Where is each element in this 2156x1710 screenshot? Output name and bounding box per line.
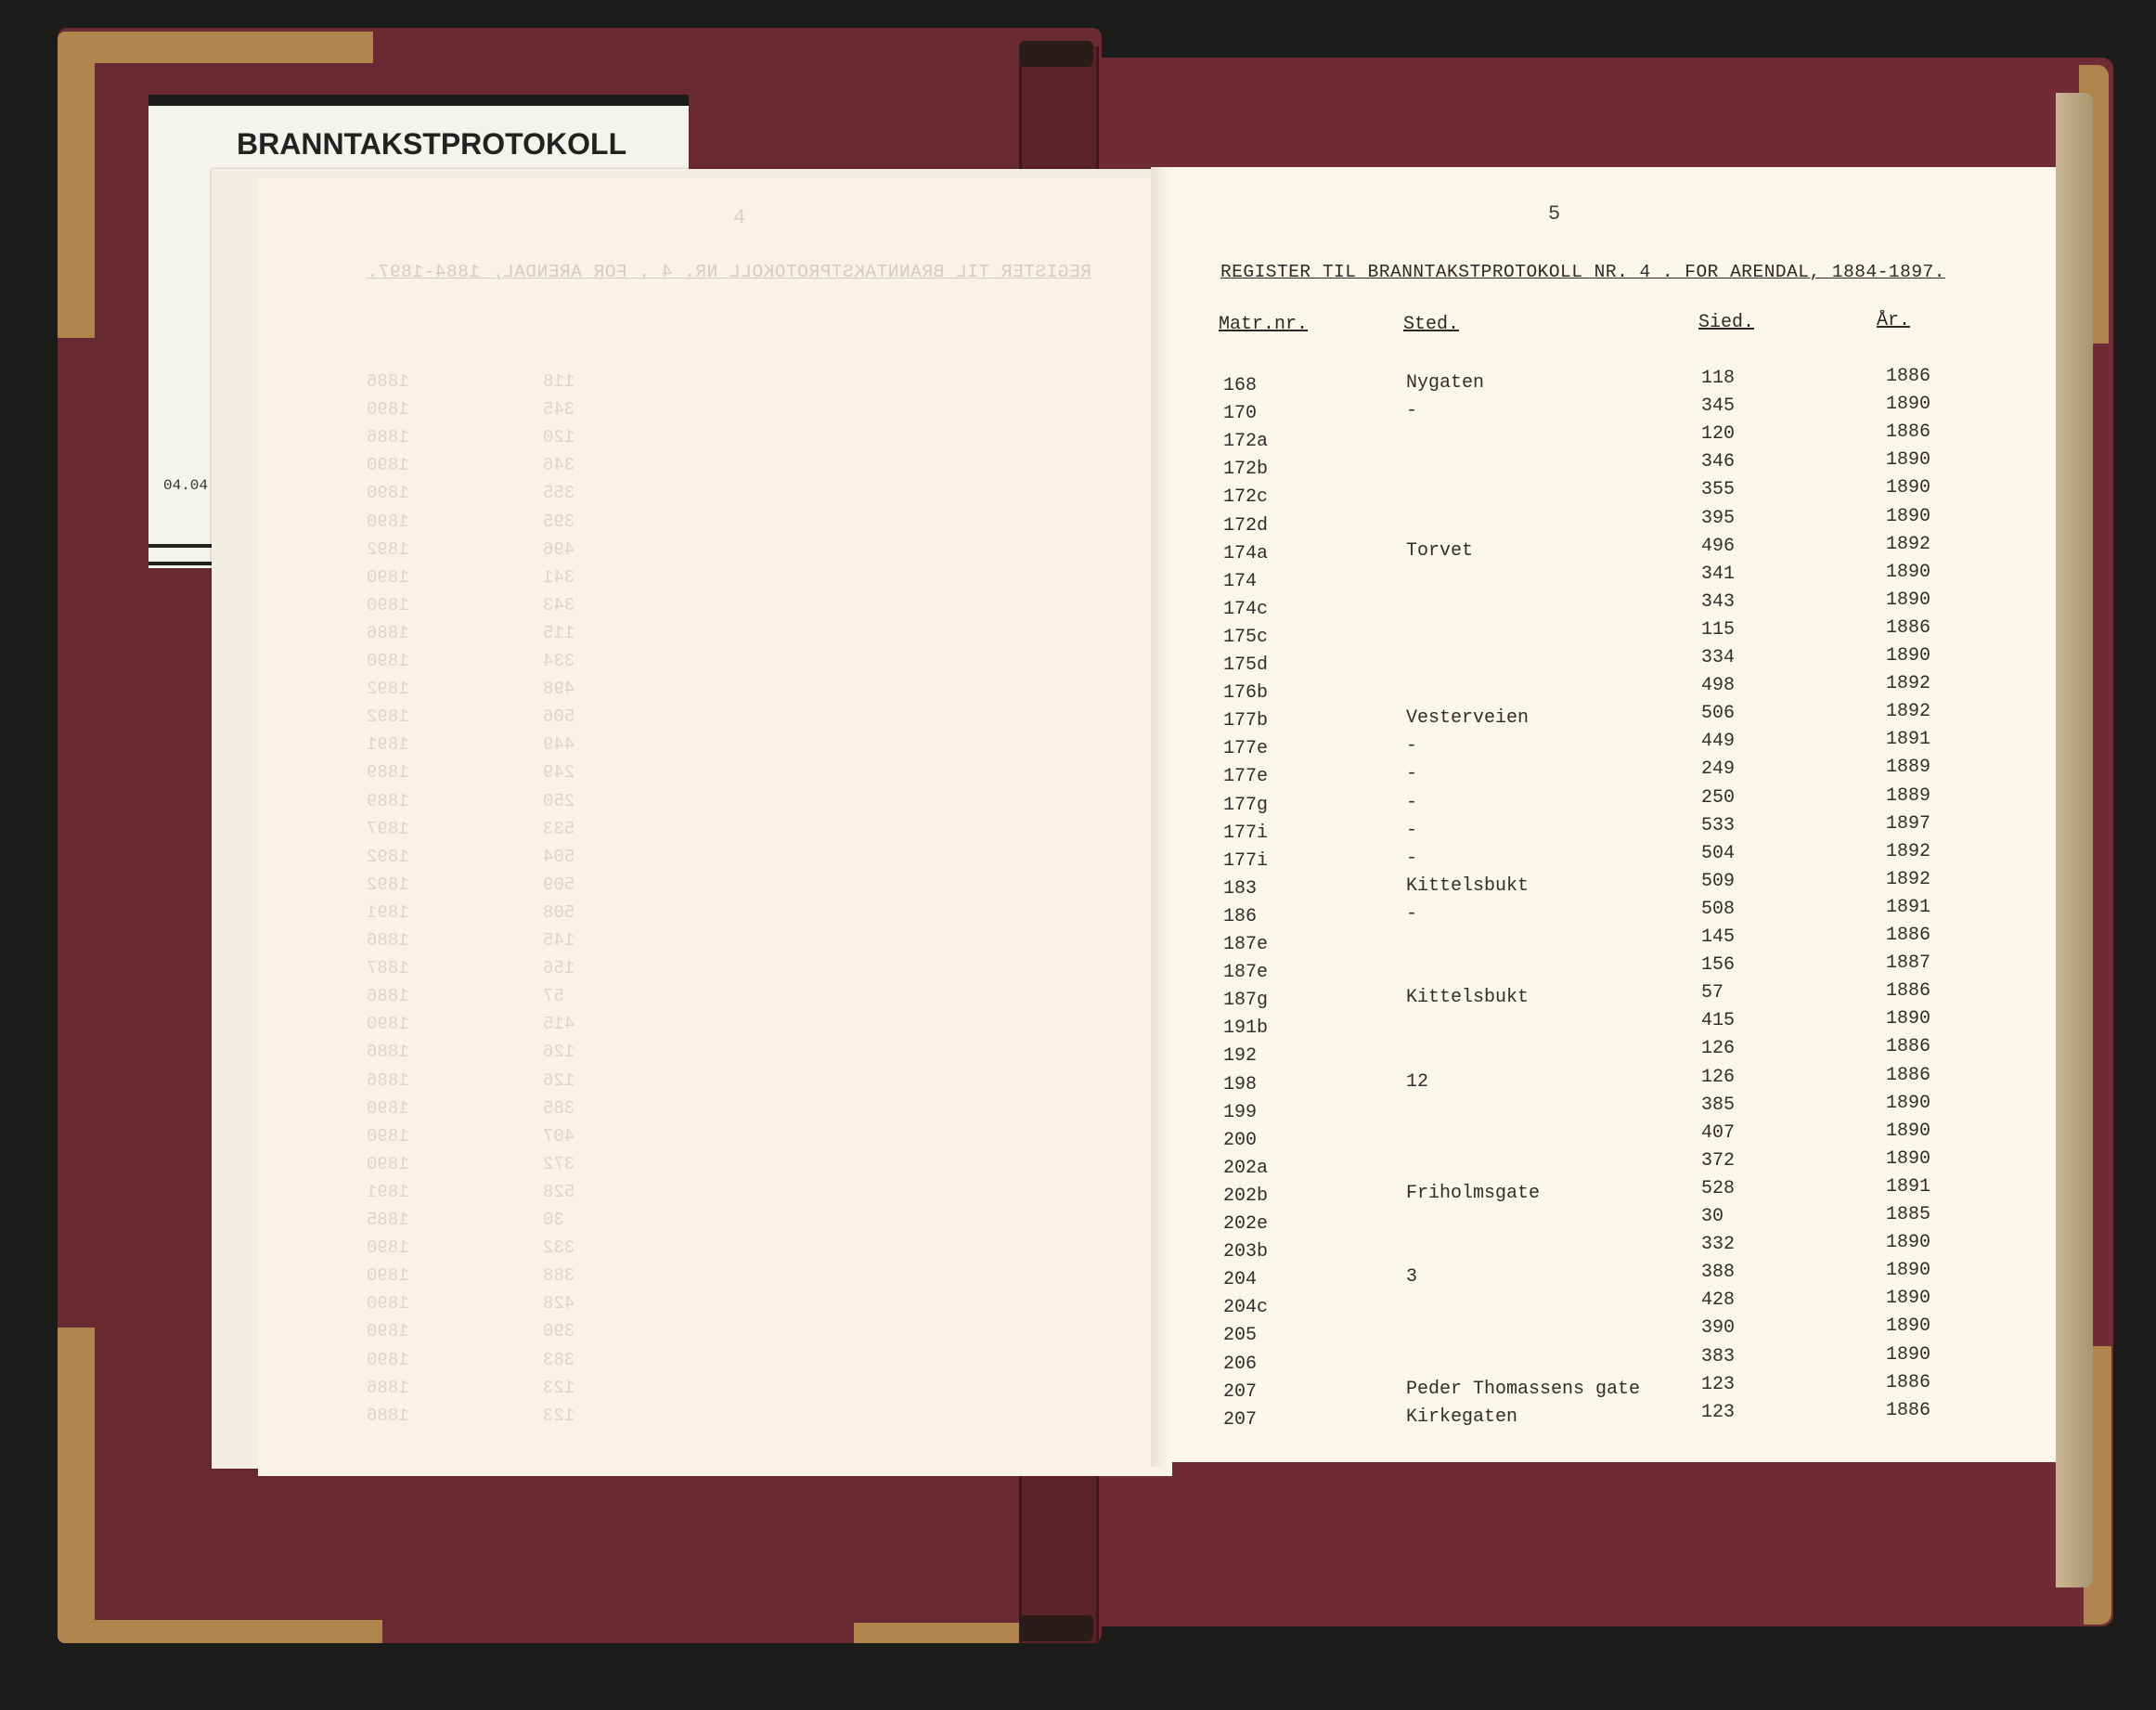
cell-ar: 1886	[1886, 421, 1931, 444]
cell-sted: Vesterveien	[1406, 707, 1530, 730]
cell-sied: 126	[1701, 1066, 1736, 1088]
archive-label-note: 04.04	[163, 477, 209, 494]
cell-sted: Kittelsbukt	[1406, 987, 1530, 1009]
cell-ar: 1892	[1886, 701, 1931, 723]
cell-ar: 1890	[1886, 1092, 1931, 1114]
cell-sted: -	[1406, 847, 1418, 869]
cell-ar: 1892	[1886, 533, 1931, 555]
cell-sied: 415	[1701, 1010, 1736, 1032]
cell-ar: 1890	[1886, 1315, 1931, 1338]
cell-ar: 1890	[1886, 589, 1931, 611]
cell-sted: Peder Thomassens gate	[1406, 1378, 1641, 1400]
cell-matr: 202b	[1223, 1185, 1269, 1207]
cell-ar: 1890	[1886, 561, 1931, 583]
showthrough-ar: 1890	[367, 511, 409, 532]
showthrough-sied: 115	[543, 622, 575, 643]
showthrough-sied: 343	[543, 594, 575, 615]
cell-sied: 496	[1701, 535, 1736, 557]
showthrough-ar: 1890	[367, 1097, 409, 1119]
page-gutter	[1151, 167, 1169, 1467]
cell-sied: 120	[1701, 423, 1736, 446]
showthrough-ar: 1890	[367, 455, 409, 476]
showthrough-sied: 57	[543, 986, 564, 1007]
cell-matr: 187e	[1223, 934, 1269, 955]
cell-sted: Friholmsgate	[1406, 1182, 1541, 1204]
showthrough-ar: 1887	[367, 958, 409, 979]
showthrough-ar: 1890	[367, 1237, 409, 1259]
cell-matr: 177i	[1223, 849, 1269, 872]
cell-ar: 1890	[1886, 1288, 1931, 1310]
cell-sied: 388	[1701, 1262, 1736, 1284]
cell-sted: 3	[1406, 1266, 1418, 1289]
cell-sied: 345	[1701, 395, 1736, 418]
cell-sied: 115	[1701, 618, 1736, 641]
cell-sied: 57	[1701, 982, 1724, 1004]
cell-matr: 200	[1223, 1129, 1258, 1151]
cell-ar: 1890	[1886, 505, 1931, 527]
cell-sied: 145	[1701, 926, 1736, 948]
cell-sied: 508	[1701, 898, 1736, 920]
cell-ar: 1891	[1886, 729, 1931, 751]
cell-matr: 176b	[1223, 682, 1269, 705]
showthrough-ar: 1886	[367, 986, 409, 1007]
cell-sied: 346	[1701, 451, 1736, 473]
showthrough-sied: 341	[543, 566, 575, 588]
showthrough-ar: 1897	[367, 818, 409, 839]
cell-ar: 1891	[1886, 896, 1931, 918]
cell-matr: 177g	[1223, 794, 1269, 816]
showthrough-ar: 1892	[367, 846, 409, 867]
showthrough-sied: 508	[543, 901, 575, 923]
cell-ar: 1890	[1886, 1120, 1931, 1142]
showthrough-ar: 1892	[367, 538, 409, 560]
cell-matr: 187g	[1223, 990, 1269, 1012]
archive-label-top-bar	[148, 95, 689, 106]
showthrough-ar: 1890	[367, 399, 409, 421]
showthrough-ar: 1890	[367, 1014, 409, 1035]
showthrough-ar: 1886	[367, 1069, 409, 1091]
cell-ar: 1890	[1886, 449, 1931, 472]
cell-sied: 449	[1701, 731, 1736, 753]
cell-sied: 395	[1701, 507, 1736, 529]
showthrough-ar: 1889	[367, 762, 409, 784]
cell-sied: 509	[1701, 870, 1736, 892]
cell-sied: 528	[1701, 1177, 1736, 1199]
page-number: 5	[1548, 202, 1561, 226]
cell-sied: 156	[1701, 954, 1736, 977]
showthrough-sied: 355	[543, 483, 575, 504]
cell-ar: 1886	[1886, 1036, 1931, 1058]
cell-matr: 192	[1223, 1045, 1258, 1068]
cell-ar: 1890	[1886, 1343, 1931, 1366]
spine-headband-top	[1019, 41, 1093, 67]
showthrough-ar: 1890	[367, 1125, 409, 1146]
showthrough-sied: 156	[543, 958, 575, 979]
showthrough-ar: 1890	[367, 566, 409, 588]
cell-matr: 172d	[1223, 514, 1269, 537]
cell-sied: 249	[1701, 758, 1736, 781]
showthrough-ar: 1889	[367, 790, 409, 811]
cell-matr: 199	[1223, 1101, 1258, 1123]
cell-matr: 207	[1223, 1380, 1258, 1403]
showthrough-sied: 506	[543, 706, 575, 728]
showthrough-ar: 1892	[367, 679, 409, 700]
cell-sied: 126	[1701, 1038, 1736, 1060]
column-header-sied: Sied.	[1698, 312, 1755, 333]
showthrough-ar: 1886	[367, 1042, 409, 1063]
cell-matr: 187e	[1223, 962, 1269, 984]
cell-sied: 428	[1701, 1289, 1736, 1312]
cell-matr: 174	[1223, 570, 1258, 592]
left-page-showthrough-heading: REGISTER TIL BRANNTAKSTPROTOKOLL NR. 4 . FOR ARENDAL, 1884-1897.	[367, 262, 1091, 282]
cell-sted: -	[1406, 735, 1418, 758]
showthrough-sied: 126	[543, 1042, 575, 1063]
showthrough-sied: 415	[543, 1014, 575, 1035]
showthrough-ar: 1891	[367, 901, 409, 923]
cell-sied: 250	[1701, 786, 1736, 809]
showthrough-ar: 1892	[367, 706, 409, 728]
showthrough-sied: 372	[543, 1153, 575, 1174]
cell-matr: 172a	[1223, 431, 1269, 453]
showthrough-ar: 1886	[367, 1377, 409, 1398]
cell-ar: 1890	[1886, 1008, 1931, 1030]
cell-matr: 174a	[1223, 542, 1269, 564]
cell-sted: -	[1406, 763, 1418, 785]
cell-matr: 177e	[1223, 738, 1269, 760]
cell-sied: 383	[1701, 1345, 1736, 1367]
showthrough-sied: 126	[543, 1069, 575, 1091]
column-header-matr: Matr.nr.	[1219, 314, 1309, 335]
cell-ar: 1889	[1886, 784, 1931, 807]
cell-sied: 385	[1701, 1094, 1736, 1116]
showthrough-sied: 449	[543, 734, 575, 756]
showthrough-ar: 1891	[367, 1181, 409, 1202]
spine-headband-bottom	[1019, 1615, 1093, 1641]
showthrough-sied: 385	[543, 1097, 575, 1119]
showthrough-ar: 1886	[367, 427, 409, 448]
cell-ar: 1886	[1886, 925, 1931, 946]
cell-sted: -	[1406, 819, 1418, 841]
cell-ar: 1885	[1886, 1204, 1931, 1225]
cell-ar: 1890	[1886, 477, 1931, 499]
register-heading: REGISTER TIL BRANNTAKSTPROTOKOLL NR. 4 . FOR ARENDAL, 1884-1897.	[1220, 262, 1945, 282]
cover-corner-bottom-left	[58, 1328, 95, 1643]
cell-ar: 1891	[1886, 1175, 1931, 1198]
cell-matr: 186	[1223, 905, 1258, 927]
archive-label-side	[148, 186, 215, 566]
cell-sted: -	[1406, 400, 1418, 422]
column-header-sted: Sted.	[1403, 314, 1460, 335]
showthrough-sied: 407	[543, 1125, 575, 1146]
cell-ar: 1890	[1886, 645, 1931, 667]
cell-ar: 1887	[1886, 952, 1931, 975]
showthrough-sied: 249	[543, 762, 575, 784]
cell-ar: 1890	[1886, 1147, 1931, 1170]
cell-matr: 170	[1223, 403, 1258, 425]
showthrough-ar: 1890	[367, 594, 409, 615]
showthrough-sied: 120	[543, 427, 575, 448]
cover-corner-top-left-side	[58, 32, 95, 338]
cell-sied: 407	[1701, 1121, 1736, 1144]
cell-matr: 204	[1223, 1269, 1258, 1291]
cell-ar: 1886	[1886, 1371, 1931, 1393]
cell-matr: 206	[1223, 1353, 1258, 1375]
showthrough-sied: 250	[543, 790, 575, 811]
showthrough-ar: 1885	[367, 1210, 409, 1230]
cell-matr: 168	[1223, 375, 1258, 396]
showthrough-sied: 383	[543, 1349, 575, 1370]
cell-matr: 175c	[1223, 626, 1269, 648]
cell-sted: Torvet	[1406, 539, 1474, 562]
cover-corner-bottom-mid	[854, 1623, 1021, 1643]
showthrough-sied: 346	[543, 455, 575, 476]
showthrough-sied: 509	[543, 874, 575, 895]
archive-label-rule	[148, 544, 218, 548]
showthrough-ar: 1890	[367, 483, 409, 504]
cell-sied: 123	[1701, 1373, 1736, 1395]
cell-matr: 183	[1223, 877, 1258, 900]
cover-corner-top-left	[58, 32, 373, 63]
showthrough-ar: 1890	[367, 1293, 409, 1315]
cell-ar: 1892	[1886, 840, 1931, 862]
cell-matr: 207	[1223, 1408, 1258, 1431]
showthrough-ar: 1886	[367, 1405, 409, 1426]
showthrough-sied: 123	[543, 1377, 575, 1398]
cell-sied: 390	[1701, 1317, 1736, 1340]
showthrough-sied: 533	[543, 818, 575, 839]
cell-ar: 1886	[1886, 366, 1931, 387]
showthrough-sied: 118	[543, 371, 575, 392]
cell-ar: 1897	[1886, 812, 1931, 835]
cell-sied: 30	[1701, 1206, 1724, 1227]
column-header-ar: År.	[1877, 310, 1911, 331]
cell-sted: Kittelsbukt	[1406, 874, 1530, 897]
cell-matr: 177e	[1223, 766, 1269, 788]
showthrough-sied: 528	[543, 1181, 575, 1202]
showthrough-sied: 496	[543, 538, 575, 560]
archive-label-rule	[148, 562, 218, 565]
showthrough-sied: 504	[543, 846, 575, 867]
showthrough-sied: 345	[543, 399, 575, 421]
cell-ar: 1889	[1886, 757, 1931, 779]
cell-sied: 343	[1701, 590, 1736, 613]
showthrough-sied: 498	[543, 679, 575, 700]
showthrough-sied: 388	[543, 1265, 575, 1287]
cell-ar: 1886	[1886, 1399, 1931, 1421]
showthrough-sied: 332	[543, 1237, 575, 1259]
showthrough-ar: 1890	[367, 1265, 409, 1287]
cell-sied: 334	[1701, 647, 1736, 668]
cell-matr: 177b	[1223, 710, 1269, 732]
cell-matr: 204c	[1223, 1297, 1269, 1319]
showthrough-ar: 1891	[367, 734, 409, 756]
cell-ar: 1890	[1886, 394, 1931, 416]
showthrough-ar: 1886	[367, 622, 409, 643]
showthrough-ar: 1890	[367, 1153, 409, 1174]
cover-corner-bottom-left-edge	[58, 1620, 382, 1643]
cell-sied: 372	[1701, 1149, 1736, 1172]
cell-sied: 123	[1701, 1401, 1736, 1423]
cell-sied: 504	[1701, 842, 1736, 864]
cell-sted: -	[1406, 791, 1418, 813]
cell-sted: Nygaten	[1406, 372, 1485, 394]
cell-sied: 355	[1701, 479, 1736, 501]
cell-ar: 1892	[1886, 868, 1931, 890]
showthrough-sied: 390	[543, 1321, 575, 1342]
cell-matr: 202a	[1223, 1157, 1269, 1179]
cell-sted: -	[1406, 902, 1418, 925]
cell-sted: Kirkegaten	[1406, 1406, 1518, 1428]
showthrough-sied: 123	[543, 1405, 575, 1426]
left-page-number: 4	[733, 206, 746, 229]
cell-ar: 1886	[1886, 616, 1931, 639]
showthrough-ar: 1886	[367, 371, 409, 392]
cell-ar: 1886	[1886, 1064, 1931, 1086]
cell-sied: 506	[1701, 703, 1736, 725]
cell-matr: 205	[1223, 1325, 1258, 1347]
showthrough-sied: 334	[543, 651, 575, 671]
cell-ar: 1890	[1886, 1260, 1931, 1282]
cell-matr: 203b	[1223, 1241, 1269, 1263]
cell-sied: 332	[1701, 1234, 1736, 1256]
showthrough-sied: 30	[543, 1210, 564, 1230]
cell-sted: 12	[1406, 1070, 1429, 1093]
cell-matr: 172c	[1223, 486, 1269, 509]
cell-matr: 202e	[1223, 1213, 1269, 1235]
page-block-edge	[2056, 93, 2093, 1587]
cell-sied: 498	[1701, 675, 1736, 697]
cell-matr: 172b	[1223, 459, 1269, 481]
archive-label-title: BRANNTAKSTPROTOKOLL	[237, 127, 627, 161]
showthrough-ar: 1890	[367, 1349, 409, 1370]
showthrough-ar: 1886	[367, 930, 409, 951]
showthrough-sied: 145	[543, 930, 575, 951]
showthrough-sied: 428	[543, 1293, 575, 1315]
showthrough-ar: 1892	[367, 874, 409, 895]
cell-sied: 341	[1701, 563, 1736, 585]
cell-sied: 118	[1701, 368, 1736, 389]
cell-matr: 175d	[1223, 654, 1269, 676]
cell-ar: 1886	[1886, 980, 1931, 1003]
showthrough-sied: 395	[543, 511, 575, 532]
cell-matr: 174c	[1223, 598, 1269, 620]
cell-matr: 177i	[1223, 822, 1269, 844]
cell-matr: 191b	[1223, 1017, 1269, 1040]
showthrough-ar: 1890	[367, 651, 409, 671]
showthrough-ar: 1890	[367, 1321, 409, 1342]
cell-matr: 198	[1223, 1073, 1258, 1095]
cell-ar: 1890	[1886, 1232, 1931, 1254]
cell-sied: 533	[1701, 814, 1736, 836]
cell-ar: 1892	[1886, 673, 1931, 695]
